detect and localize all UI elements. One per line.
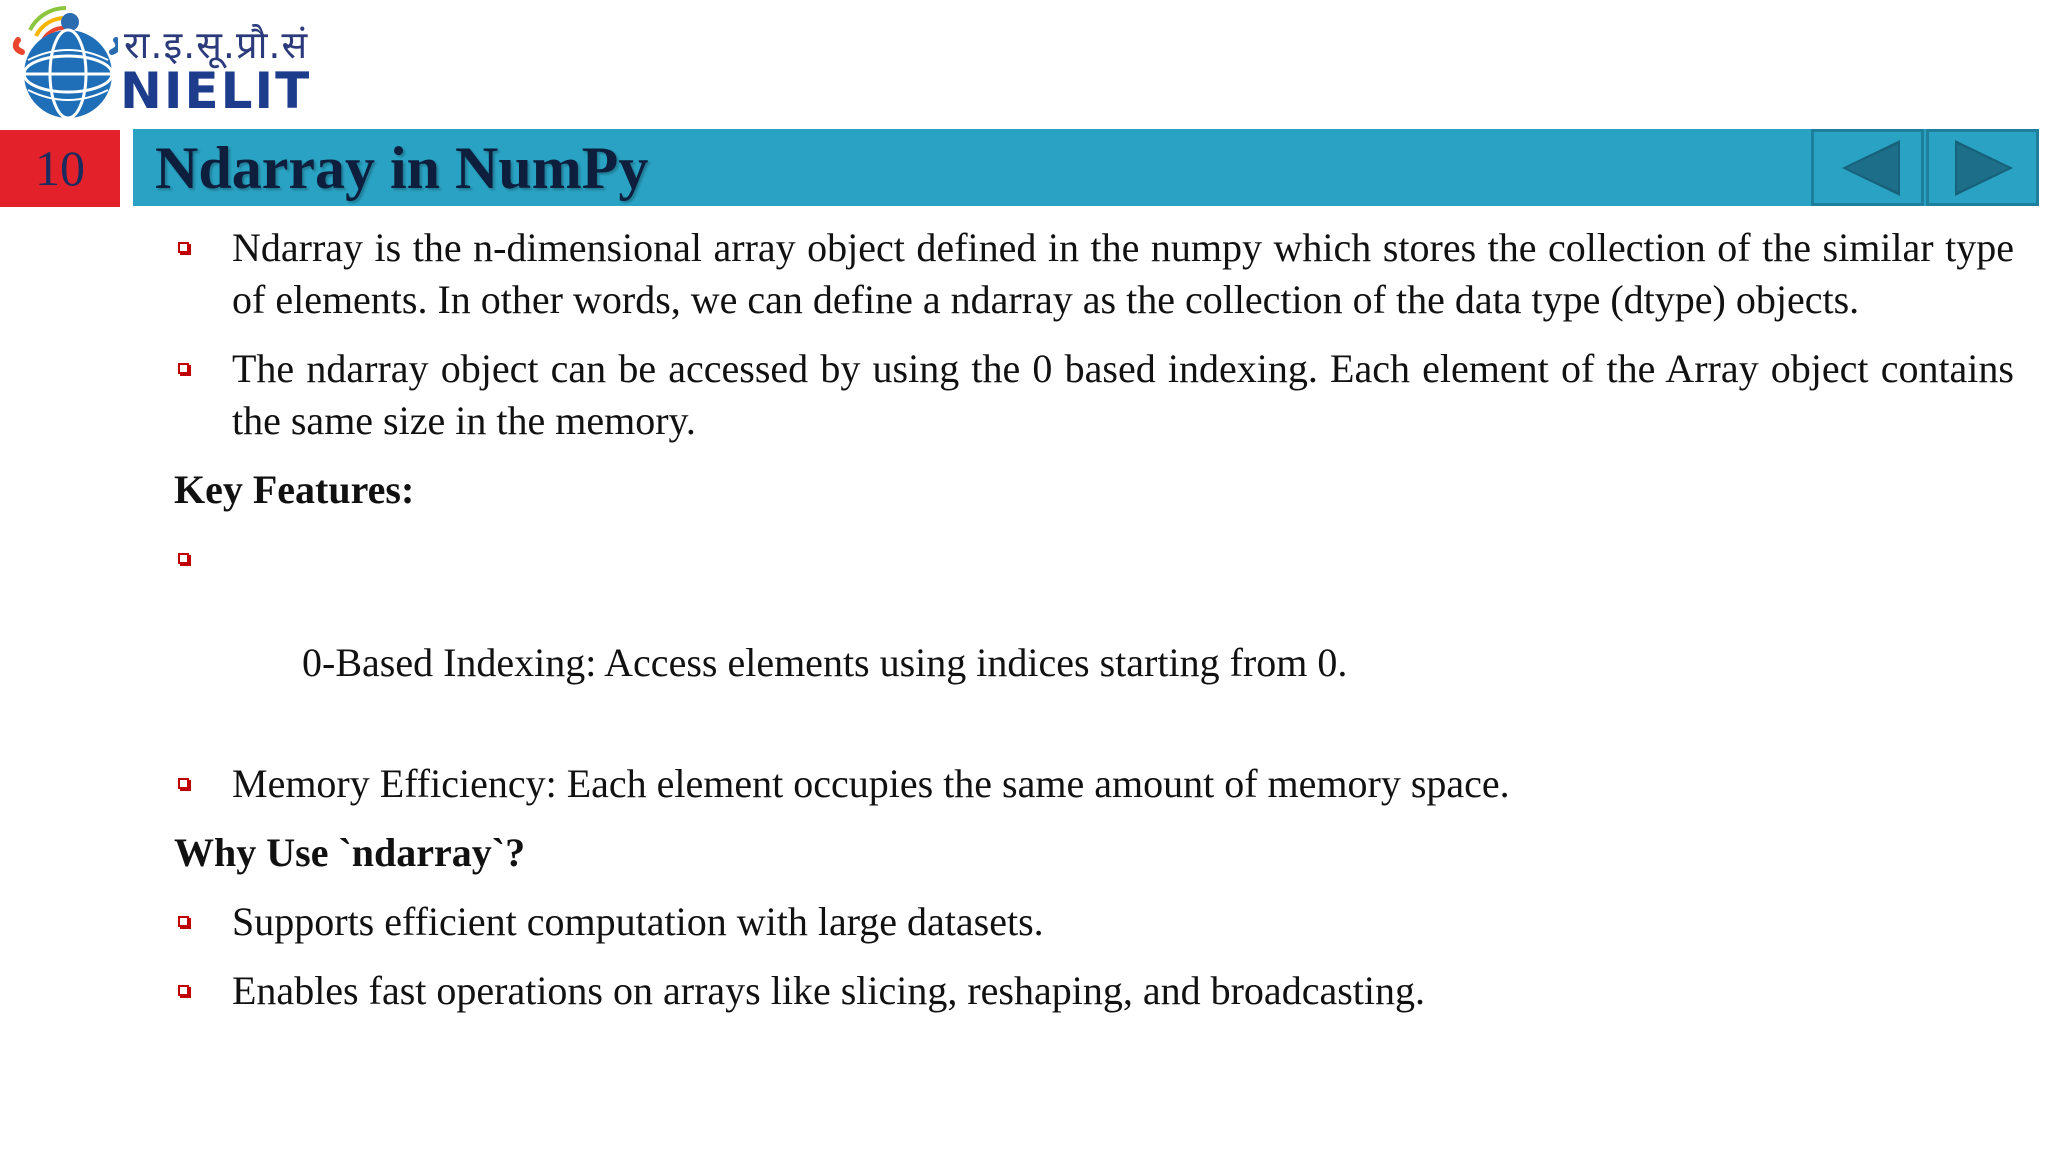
slide-title: Ndarray in NumPy [155,135,649,201]
why-use-heading: Why Use `ndarray`? [174,830,526,875]
square-bullet-icon [178,363,189,374]
bullet-text: Enables fast operations on arrays like slicing, reshaping, and broadcasting. [232,968,1425,1013]
previous-slide-button[interactable] [1811,129,1924,206]
list-item [174,533,2014,741]
bullet-text: Ndarray is the n-dimensional array object defined in the numpy which stores the collection of the similar type of elements. In other words, we can define a ndarray as the collection of the data type (dtype) objects. [232,225,2014,322]
square-bullet-icon [178,916,189,927]
logo-hindi-text: रा.इ.सू.प्रौ.सं [124,23,309,67]
slide-content [174,222,2014,1034]
list-item [174,222,2014,326]
nielit-logo [8,0,312,122]
next-slide-button[interactable] [1926,129,2039,206]
square-bullet-icon [178,778,189,789]
list-item [174,758,2014,810]
list-item [174,896,2014,948]
bullet-text: The ndarray object can be accessed by using the 0 based indexing. Each element of the Array object contains the same size in the memory. [232,346,2014,443]
bullet-text: Memory Efficiency: Each element occupies the same amount of memory space. [232,761,1510,806]
triangle-right-icon [1929,132,2036,203]
square-bullet-icon [178,553,189,564]
slide-number: 10 [0,130,120,207]
list-item [174,343,2014,447]
key-features-heading: Key Features: [174,467,415,512]
list-item [174,965,2014,1017]
square-bullet-icon [178,985,189,996]
triangle-left-icon [1814,132,1921,203]
square-bullet-icon [178,242,189,253]
bullet-text: Supports efficient computation with large datasets. [232,899,1044,944]
bullet-text: 0-Based Indexing: Access elements using indices starting from 0. [292,640,1348,685]
logo-english-text: NIELIT [120,62,312,120]
globe-logo-icon [8,0,118,122]
title-bar [133,129,2037,206]
